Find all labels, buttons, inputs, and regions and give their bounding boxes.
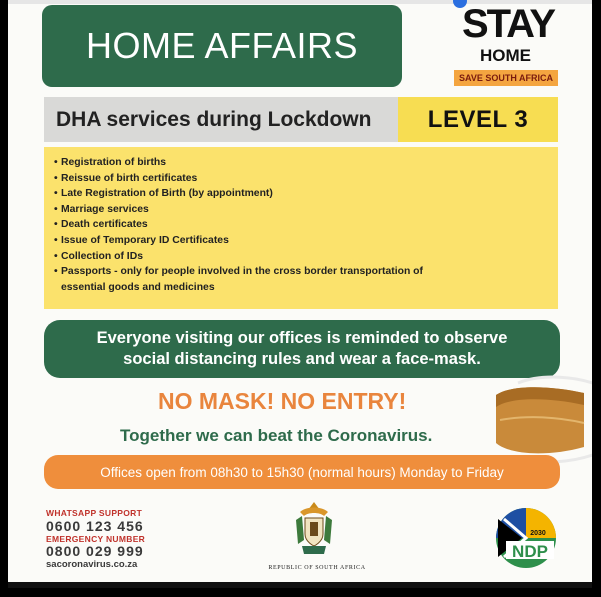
whatsapp-label: WHATSAPP SUPPORT [46,508,143,518]
list-item: • Marriage services [54,203,149,215]
list-item: • Death certificates [54,219,148,231]
coat-of-arms-icon [292,500,336,558]
ndp-label: NDP [512,542,548,561]
emergency-number: 0800 029 999 [46,543,144,559]
list-item: • Collection of IDs [54,250,143,262]
subtitle: DHA services during Lockdown [56,107,372,131]
reminder-line-1: Everyone visiting our offices is reminded to observe [96,329,508,347]
coat-caption: REPUBLIC OF SOUTH AFRICA [268,565,366,571]
stay-home-label: HOME [480,46,531,65]
services-box [44,147,558,309]
ndp-logo-icon [492,505,560,571]
list-item: • Passports - only for people involved in the cross border transportation of [54,266,423,278]
level-badge [398,97,558,142]
list-item: • Registration of births [54,157,167,168]
no-mask-heading: NO MASK! NO ENTRY! [158,388,407,414]
stay-tagline: SAVE SOUTH AFRICA [454,70,558,86]
reminder-banner [44,320,560,378]
emergency-label: EMERGENCY NUMBER [46,533,146,544]
together-slogan: Together we can beat the Coronavirus. [120,426,433,445]
list-item: • Issue of Temporary ID Certificates [54,234,229,246]
ndp-year: 2030 [530,530,546,537]
office-hours-banner [44,455,560,489]
poster [8,0,592,588]
level-label: LEVEL 3 [427,105,529,133]
list-item-continuation: essential goods and medicines [61,281,215,293]
reminder-line-2: social distancing rules and wear a face-mask. [123,350,481,368]
contact-block [46,509,145,570]
bottom-strip [8,582,592,588]
whatsapp-number: 0600 123 456 [46,517,144,534]
list-item: • Late Registration of Birth (by appointment) [54,188,273,200]
services-list [44,147,558,295]
title-banner [42,5,402,87]
stay-word: STAY [462,2,555,46]
subtitle-bar [44,97,398,142]
office-hours-text: Offices open from 08h30 to 15h30 (normal hours) Monday to Friday [100,464,504,480]
stay-home-logo-icon [454,0,564,88]
page-title: HOME AFFAIRS [85,25,359,66]
list-item: • Reissue of birth certificates [54,172,198,184]
website-link[interactable]: sacoronavirus.co.za [46,559,138,570]
